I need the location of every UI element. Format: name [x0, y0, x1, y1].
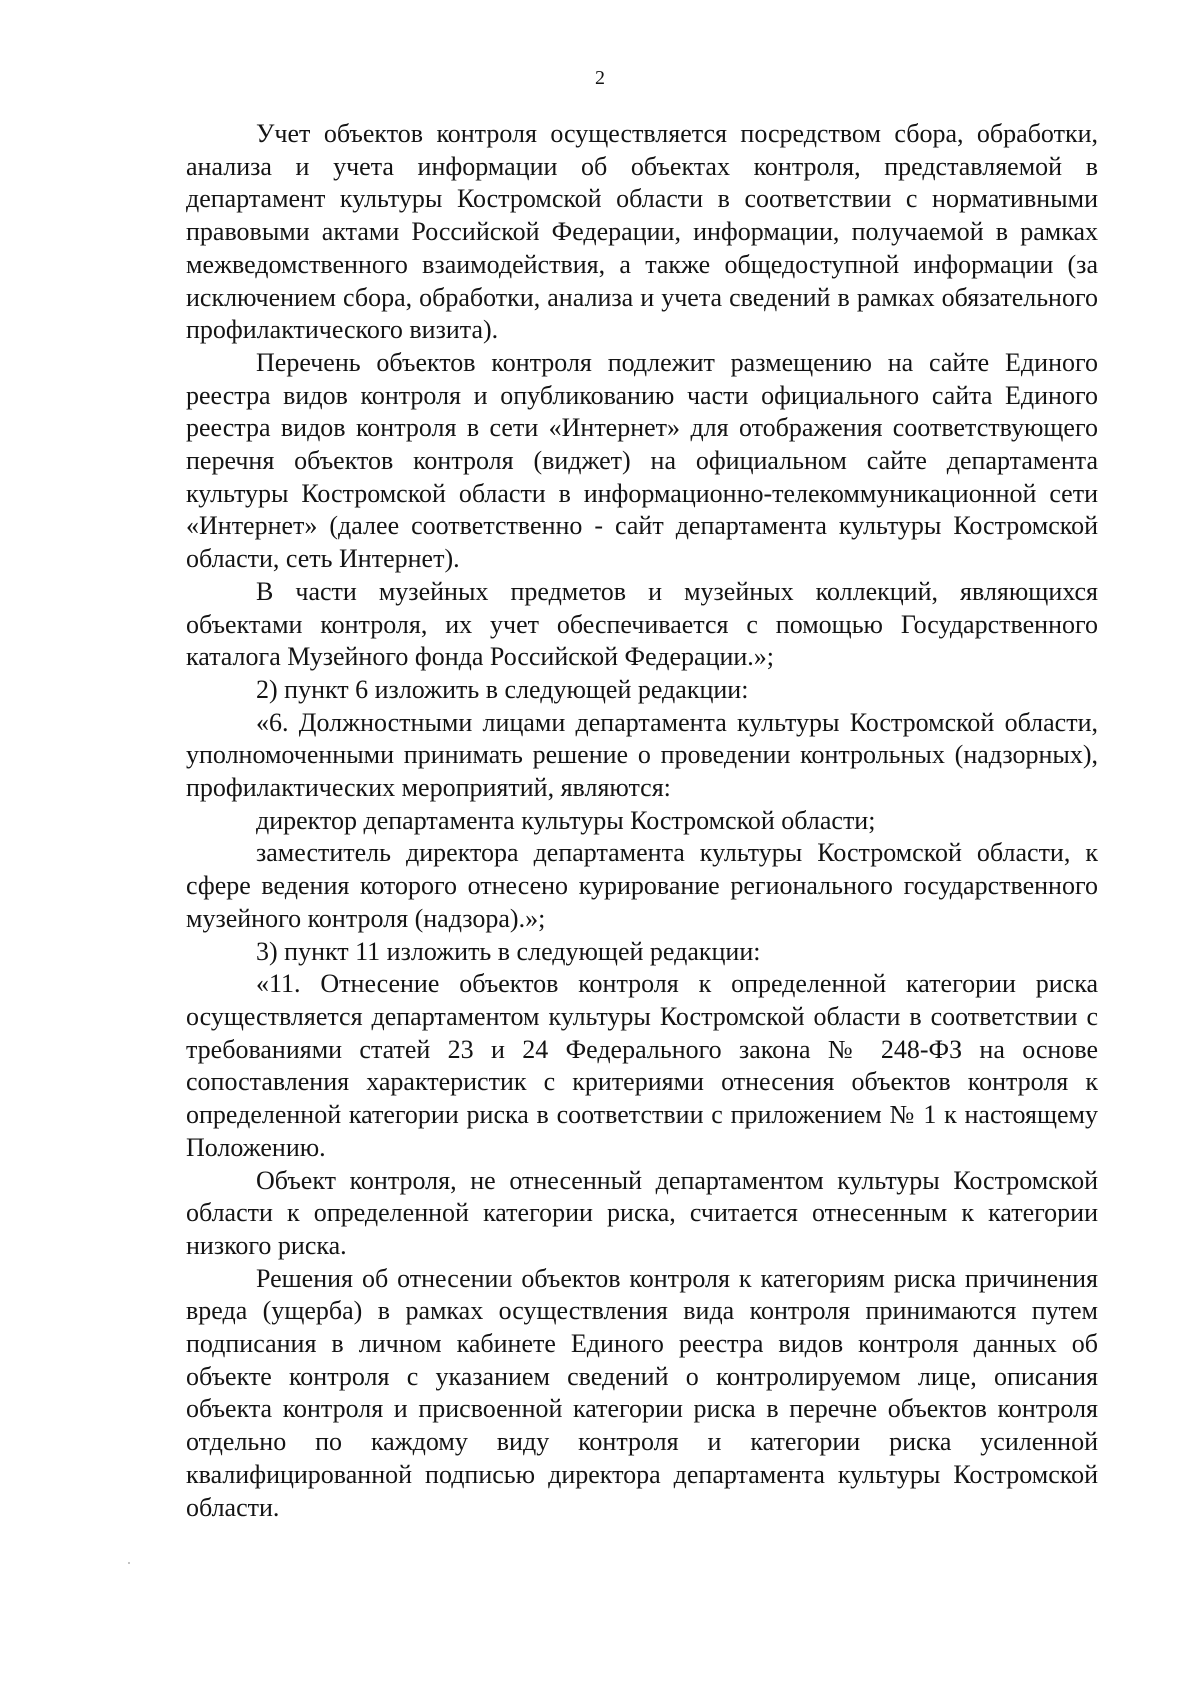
paragraph-item-6-heading: 2) пункт 6 изложить в следующей редакции:: [256, 674, 749, 704]
paragraph-deputy-director: заместитель директора департамента культуры Костромской области, к сфере ведения которого отнесено курирование регионального государственного музейного контроля (надзора).»;: [186, 838, 1098, 933]
paragraph-item-6-officials: «6. Должностными лицами департамента культуры Костромской области, уполномоченными принимать решение о проведении контрольных (надзорных), профилактических мероприятий, являются:: [186, 707, 1098, 803]
paragraph-item-11-risk-category: «11. Отнесение объектов контроля к определенной категории риска осуществляется департаментом культуры Костромской области в соответствии с требованиями статей 23 и 24 Федерального закона № 248-ФЗ на основе сопоставления характеристик с критериями отнесения объектов контроля к определенной категории риска в соответствии с приложением № 1 к настоящему Положению.: [186, 969, 1098, 1162]
paragraph-objects-accounting: Учет объектов контроля осуществляется посредством сбора, обработки, анализа и учета информации об объектах контроля, представляемой в департамент культуры Костромской области в соответствии с нормативными правовыми актами Российской Федерации, информации, получаемой в рамках межведомственного взаимодействия, а также общедоступной информации (за исключением сбора, обработки, анализа и учета сведений в рамках обязательного профилактического визита).: [186, 119, 1098, 345]
paragraph-item-11-heading: 3) пункт 11 изложить в следующей редакции:: [256, 936, 761, 966]
document-body: [186, 118, 1098, 1524]
paragraph-museum-items: В части музейных предметов и музейных коллекций, являющихся объектами контроля, их учет обеспечивается с помощью Государственного каталога Музейного фонда Российской Федерации.»;: [186, 576, 1098, 672]
paragraph-objects-list-publication: Перечень объектов контроля подлежит размещению на сайте Единого реестра видов контроля и опубликованию части официального сайта Единого реестра видов контроля в сети «Интернет» для отображения соответствующего перечня объектов контроля (виджет) на официальном сайте департамента культуры Костромской области в информационно-телекоммуникационной сети «Интернет» (далее соответственно - сайт департамента культуры Костромской области, сеть Интернет).: [186, 347, 1098, 574]
scan-speck: [128, 1562, 130, 1564]
paragraph-low-risk: Объект контроля, не отнесенный департаментом культуры Костромской области к определенной категории риска, считается отнесенным к категории низкого риска.: [186, 1165, 1098, 1260]
paragraph-risk-decisions: Решения об отнесении объектов контроля к категориям риска причинения вреда (ущерба) в рамках осуществления вида контроля принимаются путем подписания в личном кабинете Единого реестра видов контроля данных об объекте контроля с указанием сведений о контролируемом лице, описания объекта контроля и присвоенной категории риска в перечне объектов контроля отдельно по каждому виду контроля и категории риска усиленной квалифицированной подписью директора департамента культуры Костромской области.: [186, 1263, 1098, 1522]
paragraph-director: директор департамента культуры Костромской области;: [256, 805, 876, 835]
page-number: 2: [595, 67, 605, 89]
